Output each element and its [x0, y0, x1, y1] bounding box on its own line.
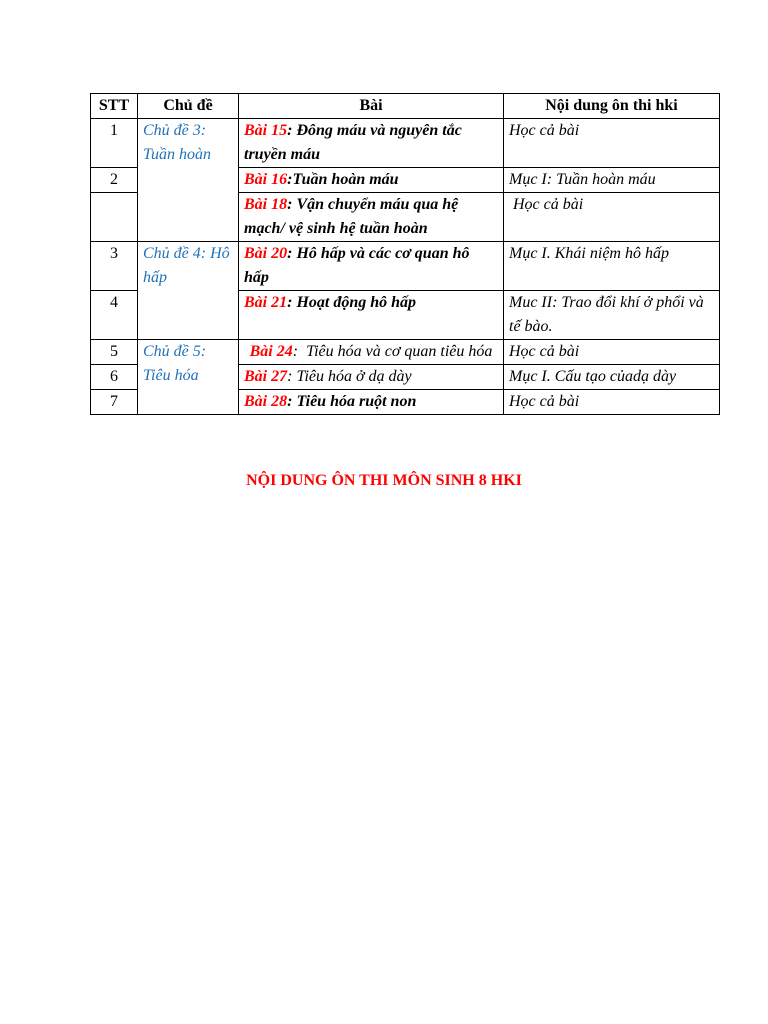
topic-cell: Chủ đề 3: Tuần hoàn	[138, 119, 239, 242]
lesson-number: Bài 16	[244, 171, 288, 188]
header-stt: STT	[91, 94, 138, 119]
lesson-cell	[239, 119, 504, 168]
topic-cell: Chủ đề 4: Hô hấp	[138, 242, 239, 340]
review-content: Học cả bài	[504, 193, 720, 242]
lesson-title: : Đông máu và nguyên tắc truyền máu	[244, 122, 462, 163]
review-content: Học cả bài	[504, 119, 720, 168]
row-number	[91, 193, 138, 242]
row-number: 5	[91, 340, 138, 365]
row-number: 7	[91, 390, 138, 415]
table-row	[91, 242, 720, 291]
table-header-row	[91, 94, 720, 119]
lesson-cell	[239, 242, 504, 291]
lesson-title: : Hoạt động hô hấp	[287, 294, 417, 311]
topic-cell: Chủ đề 5: Tiêu hóa	[138, 340, 239, 415]
lesson-cell	[239, 390, 504, 415]
lesson-title: : Tiêu hóa ruột non	[287, 393, 417, 410]
review-content: Mục I. Khái niệm hô hấp	[504, 242, 720, 291]
lesson-number: Bài 20	[244, 245, 288, 262]
lesson-title: : Tiêu hóa ở dạ dày	[287, 368, 412, 385]
header-topic: Chủ đề	[138, 94, 239, 119]
review-content: Mục I: Tuần hoàn máu	[504, 168, 720, 193]
document-title: NỘI DUNG ÔN THI MÔN SINH 8 HKI	[246, 472, 522, 489]
lesson-number: Bài 18	[244, 196, 288, 213]
review-content: Học cả bài	[504, 390, 720, 415]
header-lesson: Bài	[239, 94, 504, 119]
lesson-title: : Hô hấp và các cơ quan hô hấp	[244, 245, 470, 286]
lesson-number: Bài 21	[244, 294, 288, 311]
lesson-number: Bài 24	[249, 343, 293, 360]
lesson-cell	[239, 291, 504, 340]
lesson-cell	[239, 365, 504, 390]
review-content: Mục I. Cấu tạo củadạ dày	[504, 365, 720, 390]
review-content: Học cả bài	[504, 340, 720, 365]
row-number: 2	[91, 168, 138, 193]
lesson-title: :Tuần hoàn máu	[287, 171, 399, 188]
review-content: Muc II: Trao đổi khí ở phổi và tế bào.	[504, 291, 720, 340]
row-number: 3	[91, 242, 138, 291]
header-content: Nội dung ôn thi hki	[504, 94, 720, 119]
study-plan-table	[90, 93, 720, 415]
row-number: 6	[91, 365, 138, 390]
lesson-title: : Vận chuyển máu qua hệ mạch/ vệ sinh hệ tuần hoàn	[244, 196, 459, 237]
lesson-cell	[239, 340, 504, 365]
lesson-number: Bài 15	[244, 122, 288, 139]
lesson-title: : Tiêu hóa và cơ quan tiêu hóa	[292, 343, 493, 360]
table-row	[91, 340, 720, 365]
lesson-cell	[239, 193, 504, 242]
row-number: 1	[91, 119, 138, 168]
lesson-number: Bài 27	[244, 368, 288, 385]
lesson-number: Bài 28	[244, 393, 288, 410]
table-row	[91, 119, 720, 168]
lesson-cell	[239, 168, 504, 193]
row-number: 4	[91, 291, 138, 340]
